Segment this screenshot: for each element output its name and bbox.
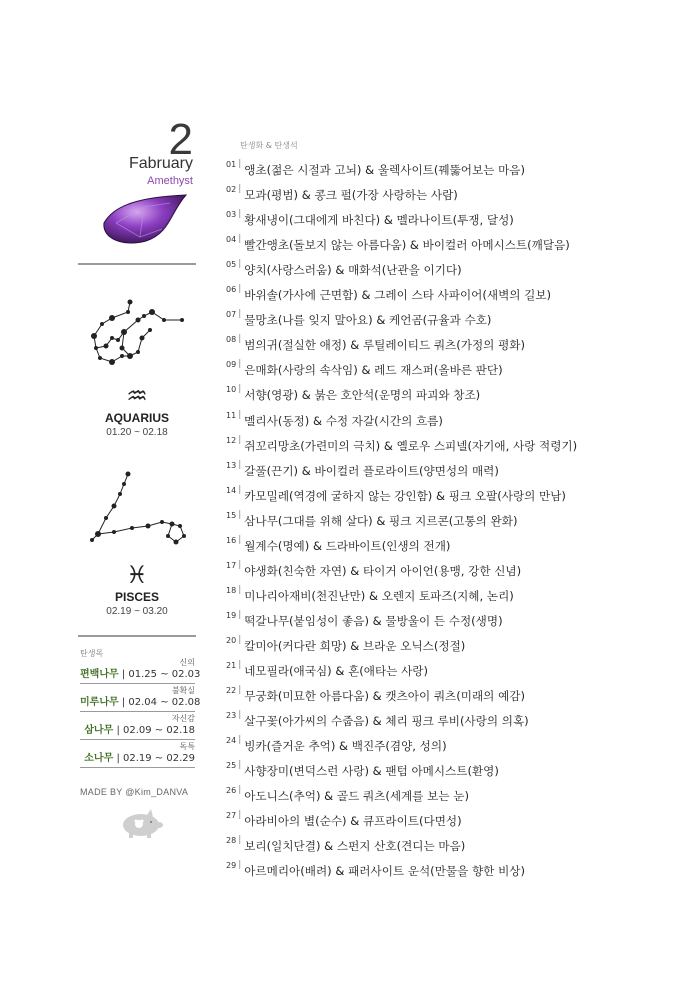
- tree-name: 편백나무: [80, 669, 119, 680]
- pisces-constellation-icon: [84, 470, 194, 550]
- entry-separator: |: [238, 710, 242, 721]
- month-name: Fabruary: [128, 155, 193, 172]
- entry-text: 은매화(사랑의 속삭임) & 레드 재스퍼(올바른 판단): [244, 363, 503, 378]
- entry-text: 앵초(젊은 시절과 고뇌) & 울렉사이트(꿰뚫어보는 마음): [244, 163, 525, 177]
- entry-text: 황새냉이(그대에게 바친다) & 멜라나이트(투쟁, 달성): [244, 213, 514, 228]
- entry-day: 08: [226, 335, 237, 345]
- entry-separator: |: [238, 284, 242, 295]
- entry-text: 빨간앵초(돌보지 않는 아름다움) & 바이컬러 아메시스트(깨달음): [244, 238, 570, 253]
- entry-day: 29: [226, 861, 237, 871]
- entry-day: 13: [226, 460, 237, 470]
- list-item: [226, 810, 462, 830]
- entry-day: 12: [226, 435, 237, 445]
- entry-text: 빙카(즐거운 추억) & 백진주(겸양, 성의): [244, 739, 447, 754]
- list-item: [226, 460, 499, 480]
- entry-separator: |: [238, 484, 242, 495]
- list-item: [226, 660, 428, 680]
- entry-separator: |: [238, 735, 242, 746]
- entry-text: 미나리아재비(천진난만) & 오렌지 토파즈(지혜, 논리): [244, 588, 514, 603]
- entry-text: 무궁화(미묘한 아름다움) & 캣츠아이 쿼츠(미래의 예감): [244, 689, 525, 704]
- entry-text: 삼나무(그대를 위해 살다) & 핑크 지르콘(고통의 완화): [244, 513, 518, 528]
- entry-text: 모과(평범) & 콩크 펄(가장 사랑하는 사람): [244, 188, 458, 203]
- list-item: [226, 735, 447, 755]
- entry-text: 네모필라(애국심) & 혼(애타는 사랑): [244, 664, 429, 678]
- amethyst-gem-icon: [100, 193, 192, 245]
- list-item: [226, 435, 577, 455]
- list-item: [226, 259, 462, 279]
- entry-day: 14: [226, 485, 237, 495]
- list-item: [226, 610, 503, 630]
- entry-separator: |: [238, 685, 242, 696]
- entry-separator: |: [238, 810, 242, 821]
- list-item: [226, 710, 529, 730]
- entry-separator: |: [238, 459, 242, 470]
- list-item: [226, 835, 465, 855]
- entry-text: 바위솔(가사에 근면함) & 그레이 스타 사파이어(새벽의 길보): [244, 288, 552, 303]
- zodiac-dates: 02.19 ~ 03.20: [106, 606, 168, 617]
- tree-meaning: 자신감: [171, 714, 195, 723]
- entry-day: 09: [226, 360, 237, 370]
- entry-text: 갈풀(끈기) & 바이컬러 플로라이트(양면성의 매력): [244, 463, 499, 478]
- entry-day: 11: [226, 410, 237, 420]
- entry-separator: |: [238, 609, 242, 620]
- list-item: [226, 410, 443, 430]
- zodiac-pisces: [78, 562, 196, 617]
- entry-day: 28: [226, 836, 237, 846]
- tree-dates: 01.25 ~ 02.03: [128, 669, 201, 680]
- entry-day: 03: [226, 210, 237, 220]
- divider: [78, 263, 196, 265]
- entry-separator: |: [238, 409, 242, 420]
- entry-text: 물망초(나를 잊지 말아요) & 케언곰(규율과 수호): [244, 313, 492, 328]
- entry-text: 야생화(친숙한 자연) & 타이거 아이언(용맹, 강한 신념): [244, 563, 522, 578]
- entry-day: 15: [226, 510, 237, 520]
- list-item: [226, 535, 450, 555]
- pisces-symbol: ♓: [126, 561, 148, 589]
- entry-day: 06: [226, 285, 237, 295]
- entry-text: 멜리사(동정) & 수정 자갈(시간의 흐름): [244, 413, 443, 428]
- tree-dates: 02.04 ~ 02.08: [128, 697, 201, 708]
- tree-dates: 02.09 ~ 02.18: [123, 725, 195, 736]
- tree-meaning: 불확실: [171, 686, 195, 695]
- entry-day: 20: [226, 635, 237, 645]
- entry-separator: |: [238, 309, 242, 320]
- entry-separator: |: [238, 209, 242, 220]
- entry-day: 16: [226, 535, 237, 545]
- entry-text: 양치(사랑스러움) & 매화석(난관을 이기다): [244, 263, 462, 278]
- zodiac-dates: 01.20 ~ 02.18: [106, 427, 168, 438]
- entry-separator: |: [238, 660, 242, 670]
- entry-text: 아라비아의 별(순수) & 큐프라이트(다면성): [244, 814, 462, 829]
- list-item: [226, 560, 521, 580]
- entry-day: 07: [226, 310, 237, 320]
- tree-meaning: 독특: [179, 742, 195, 751]
- list-item: [226, 485, 566, 505]
- entry-separator: |: [238, 384, 242, 395]
- entry-text: 보리(일치단결) & 스펀지 산호(견디는 마음): [244, 839, 466, 854]
- aquarius-symbol: ♒: [126, 382, 148, 410]
- entry-text: 서향(영광) & 붉은 호안석(운명의 파괴와 창조): [244, 388, 481, 403]
- entry-separator: |: [238, 334, 242, 345]
- entry-separator: |: [238, 359, 242, 370]
- list-item: [226, 510, 517, 530]
- entry-day: 25: [226, 761, 237, 771]
- zodiac-name: PISCES: [114, 590, 159, 604]
- list-item: [226, 234, 570, 254]
- entry-day: 27: [226, 811, 237, 821]
- entry-separator: |: [238, 434, 242, 445]
- tree-name: 삼나무: [84, 725, 114, 736]
- list-title: 탄생화 & 탄생석: [240, 141, 298, 150]
- entry-separator: |: [238, 559, 242, 570]
- list-item: [226, 334, 525, 354]
- tree-item: 불확실 미루나무 | 02.04 ~ 02.08: [80, 686, 195, 712]
- entry-day: 01: [226, 160, 237, 169]
- zodiac-name: AQUARIUS: [104, 411, 169, 425]
- entry-separator: |: [238, 234, 242, 245]
- entry-separator: |: [238, 534, 242, 545]
- list-item: [226, 860, 525, 880]
- entry-text: 칼미아(커다란 희망) & 브라운 오닉스(정절): [244, 638, 466, 653]
- entry-text: 떡갈나무(붙임성이 좋음) & 물방울이 든 수정(생명): [244, 613, 503, 628]
- entry-separator: |: [238, 509, 242, 520]
- entry-text: 카모밀레(역경에 굴하지 않는 강인함) & 핑크 오팔(사랑의 만남): [244, 488, 566, 503]
- entry-day: 17: [226, 560, 237, 570]
- list-item: [226, 685, 525, 705]
- birthstone-name: Amethyst: [147, 175, 193, 187]
- tree-name: 소나무: [84, 753, 114, 764]
- aquarius-constellation-icon: [82, 290, 192, 380]
- entry-separator: |: [238, 634, 242, 645]
- entry-day: 24: [226, 736, 237, 746]
- divider: [78, 635, 196, 637]
- tree-item: 신의 편백나무 | 01.25 ~ 02.03: [80, 658, 195, 684]
- entry-day: 18: [226, 585, 237, 595]
- zodiac-aquarius: [78, 383, 196, 438]
- entry-text: 아도니스(추억) & 골드 쿼츠(세계를 보는 눈): [244, 789, 469, 804]
- entry-separator: |: [238, 785, 242, 796]
- list-item: [226, 585, 514, 605]
- entry-day: 05: [226, 260, 237, 270]
- list-item: [226, 184, 458, 204]
- entry-separator: |: [238, 584, 242, 595]
- tree-name: 미루나무: [80, 697, 119, 708]
- list-item: [226, 785, 469, 805]
- entry-separator: |: [238, 860, 242, 871]
- entry-separator: |: [238, 259, 242, 270]
- list-item: [226, 635, 465, 655]
- list-item: [226, 309, 491, 329]
- entry-separator: |: [238, 184, 242, 195]
- list-item: [226, 760, 499, 780]
- entry-day: 22: [226, 686, 237, 696]
- list-item: [226, 359, 503, 379]
- entry-day: 21: [226, 661, 237, 670]
- pig-icon: [117, 808, 165, 840]
- entry-day: 10: [226, 385, 237, 395]
- tree-item: 자신감 삼나무 | 02.09 ~ 02.18: [80, 714, 195, 740]
- entry-day: 23: [226, 711, 237, 721]
- list-item: [226, 159, 525, 179]
- list-item: [226, 384, 480, 404]
- entry-separator: |: [238, 159, 242, 169]
- entry-text: 범의귀(절실한 애정) & 루틸레이티드 쿼츠(가정의 평화): [244, 338, 525, 353]
- tree-item: 독특 소나무 | 02.19 ~ 02.29: [80, 742, 195, 768]
- entry-day: 04: [226, 235, 237, 245]
- entry-text: 쥐꼬리망초(가련미의 극치) & 옐로우 스피넬(자기애, 사랑 적령기): [244, 438, 578, 453]
- birth-tree-label: 탄생목: [80, 649, 104, 658]
- entry-day: 26: [226, 786, 237, 796]
- tree-meaning: 신의: [179, 658, 195, 667]
- entry-separator: |: [238, 760, 242, 771]
- credit: MADE BY @Kim_DANVA: [80, 787, 189, 797]
- entry-separator: |: [238, 835, 242, 846]
- entry-day: 02: [226, 185, 237, 195]
- entry-text: 살구꽃(아가씨의 수줍음) & 체리 핑크 루비(사랑의 의혹): [244, 714, 529, 729]
- entry-text: 사향장미(변덕스런 사랑) & 팬텀 아메시스트(환영): [244, 764, 499, 779]
- month-number: 2: [168, 115, 193, 164]
- entry-text: 월계수(명예) & 드라바이트(인생의 전개): [244, 538, 451, 553]
- list-item: [226, 209, 514, 229]
- tree-dates: 02.19 ~ 02.29: [123, 753, 195, 764]
- list-item: [226, 284, 551, 304]
- entry-text: 아르메리아(배려) & 패러사이트 운석(만물을 향한 비상): [244, 864, 525, 879]
- entry-day: 19: [226, 610, 237, 620]
